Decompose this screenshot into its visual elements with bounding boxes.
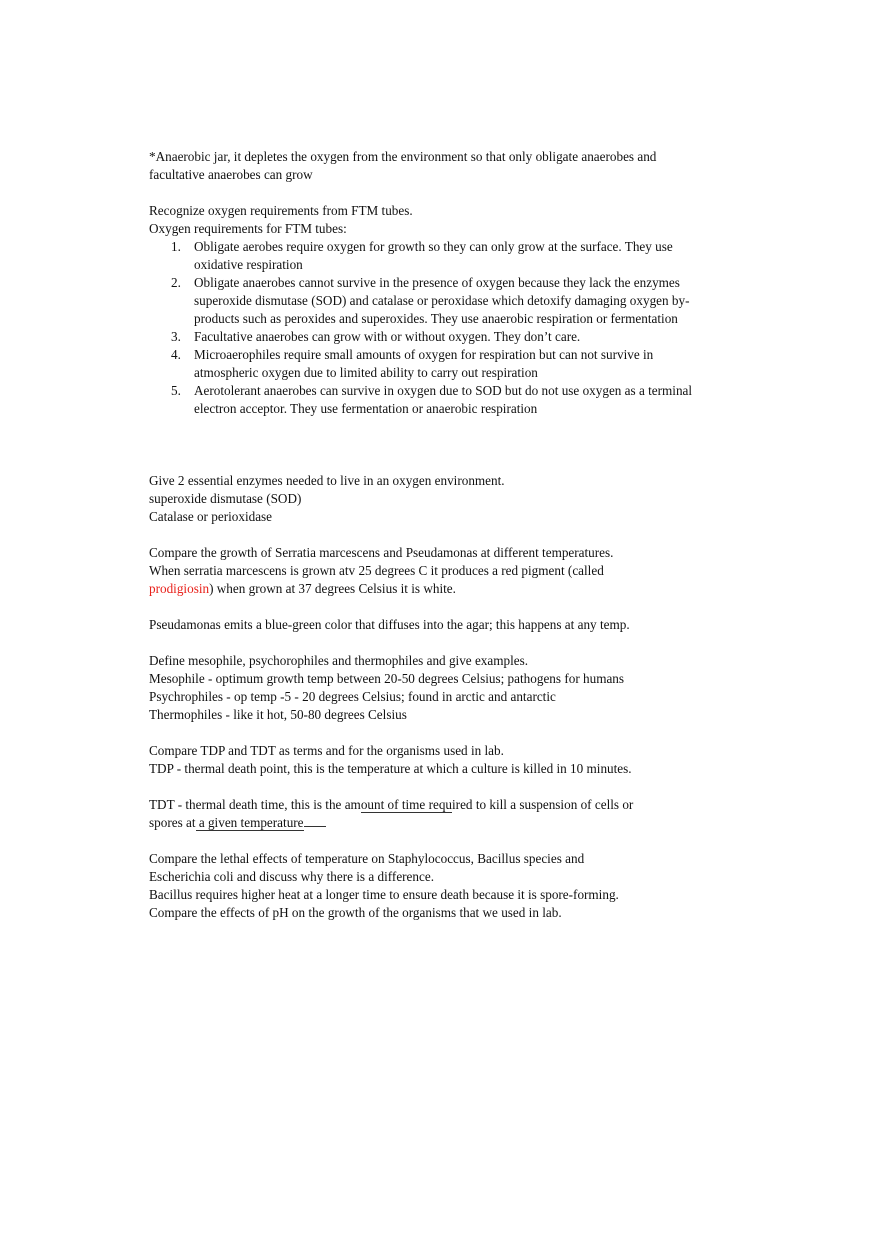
document-body	[149, 148, 709, 922]
recognize-heading: Recognize oxygen requirements from FTM tubes.	[149, 203, 413, 218]
spacer	[149, 598, 709, 616]
spacer	[149, 724, 709, 742]
spacer	[149, 778, 709, 796]
list-number: 2.	[171, 275, 181, 290]
tdp-question: Compare TDP and TDT as terms and for the organisms used in lab.	[149, 743, 504, 758]
spacer	[149, 832, 709, 850]
list-text: Obligate aerobes require oxygen for growth so they can only grow at the surface. They use oxidative respiration	[194, 239, 673, 272]
list-item	[149, 274, 709, 328]
spacer	[149, 184, 709, 202]
list-number: 1.	[171, 239, 181, 254]
oxygen-heading: Oxygen requirements for FTM tubes:	[149, 221, 347, 236]
list-item	[149, 238, 709, 274]
list-number: 5.	[171, 383, 181, 398]
list-number: 4.	[171, 347, 181, 362]
tdt-underlined-text: a given temperature	[195, 815, 304, 830]
enzyme-answer-2: Catalase or perioxidase	[149, 509, 273, 524]
spacer	[149, 634, 709, 652]
tdt-answer-line-1	[149, 796, 709, 814]
spacer	[149, 418, 709, 472]
tdp-answer: TDP - thermal death point, this is the temperature at which a culture is killed in 10 minutes.	[149, 761, 632, 776]
tdt-text: TDT - thermal death time, this is the am	[149, 797, 361, 812]
psychrophiles-answer: Psychrophiles - op temp -5 - 20 degrees Celsius; found in arctic and antarctic	[149, 689, 556, 704]
serratia-answer-line-2	[149, 580, 709, 598]
tdt-text: spores at	[149, 815, 196, 830]
anaerobic-jar-note: *Anaerobic jar, it depletes the oxygen from the environment so that only obligate anaerobes and facultative anaerobes can grow	[149, 149, 657, 182]
enzyme-answer-1: superoxide dismutase (SOD)	[149, 491, 302, 506]
tdt-answer-line-2	[149, 814, 709, 832]
list-text: Facultative anaerobes can grow with or without oxygen. They don’t care.	[194, 329, 581, 344]
ph-question: Compare the effects of pH on the growth of the organisms that we used in lab.	[149, 905, 562, 920]
pseudamonas-answer: Pseudamonas emits a blue-green color that diffuses into the agar; this happens at any temp.	[149, 617, 630, 632]
prodigiosin-highlight: prodigiosin	[149, 581, 210, 596]
bacillus-answer: Bacillus requires higher heat at a longer time to ensure death because it is spore-forming.	[149, 887, 619, 902]
define-question: Define mesophile, psychorophiles and thermophiles and give examples.	[149, 653, 529, 668]
enzymes-question: Give 2 essential enzymes needed to live in an oxygen environment.	[149, 473, 505, 488]
list-item	[149, 346, 709, 382]
underline-blank	[304, 814, 326, 827]
lethal-question-line-2: Escherichia coli and discuss why there is a difference.	[149, 869, 435, 884]
spacer	[149, 526, 709, 544]
oxygen-requirements-list	[149, 238, 709, 418]
list-text: Obligate anaerobes cannot survive in the presence of oxygen because they lack the enzymes superoxide dismutase (SOD) and catalase or peroxidase which detoxify damaging oxygen by-products such as peroxides and superoxides. They use anaerobic respiration or fermentation	[194, 275, 690, 326]
list-text: Aerotolerant anaerobes can survive in oxygen due to SOD but do not use oxygen as a terminal electron acceptor. They use fermentation or anaerobic respiration	[194, 383, 693, 416]
serratia-question: Compare the growth of Serratia marcescens and Pseudamonas at different temperatures.	[149, 545, 614, 560]
serratia-answer-tail: ) when grown at 37 degrees Celsius it is white.	[209, 581, 456, 596]
list-text: Microaerophiles require small amounts of oxygen for respiration but can not survive in atmospheric oxygen due to limited ability to carry out respiration	[194, 347, 654, 380]
tdt-text: ired to kill a suspension of cells or	[452, 797, 634, 812]
serratia-answer-line-1: When serratia marcescens is grown atv 25 degrees C it produces a red pigment (called	[149, 563, 604, 578]
list-item	[149, 382, 709, 418]
list-item	[149, 328, 709, 346]
mesophile-answer: Mesophile - optimum growth temp between 20-50 degrees Celsius; pathogens for humans	[149, 671, 625, 686]
list-number: 3.	[171, 329, 181, 344]
lethal-question-line-1: Compare the lethal effects of temperature on Staphylococcus, Bacillus species and	[149, 851, 585, 866]
thermophiles-answer: Thermophiles - like it hot, 50-80 degrees Celsius	[149, 707, 407, 722]
tdt-underlined-text: ount of time requ	[360, 797, 453, 812]
